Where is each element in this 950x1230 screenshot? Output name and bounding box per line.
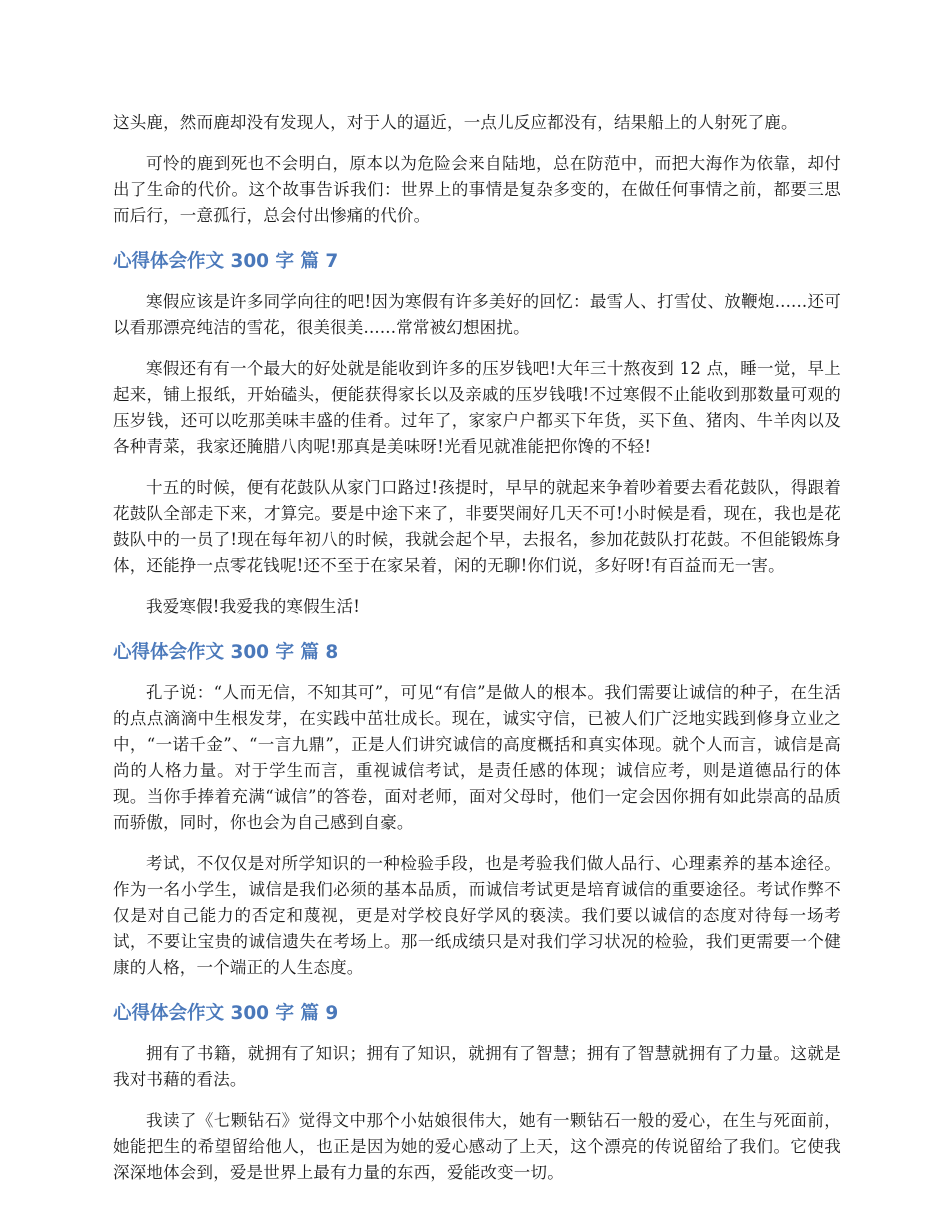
- section-heading-7: 心得体会作文 300 字 篇 7: [113, 251, 339, 272]
- paragraph: 考试，不仅仅是对所学知识的一种检验手段，也是考验我们做人品行、心理素养的基本途径。作为一名小学生，诚信是我们必须的基本品质，而诚信考试更是培育诚信的重要途径。考试作弊不仅是对自己能力的否定和蔑视，更是对学校良好学风的亵渎。我们要以诚信的态度对待每一场考试，不要让宝贵的诚信遗失在考场上。那一纸成绩只是对我们学习状况的检验，我们更需要一个健康的人格，一个端正的人生态度。: [113, 854, 841, 977]
- paragraph: 拥有了书籍，就拥有了知识；拥有了知识，就拥有了智慧；拥有了智慧就拥有了力量。这就是我对书藉的看法。: [113, 1044, 841, 1089]
- document-page: [113, 110, 841, 1201]
- paragraph: 我爱寒假!我爱我的寒假生活!: [146, 597, 361, 616]
- paragraph: 孔子说：“人而无信，不知其可”，可见“有信”是做人的根本。我们需要让诚信的种子，在生活的点点滴滴中生根发芽，在实践中茁壮成长。现在，诚实守信，已被人们广泛地实践到修身立业之中，“一诺千金”、“一言九鼎”，正是人们讲究诚信的高度概括和真实体现。就个人而言，诚信是高尚的人格力量。对于学生而言，重视诚信考试，是责任感的体现；诚信应考，则是道德品行的体现。当你手捧着充满“诚信”的答卷，面对老师，面对父母时，他们一定会因你拥有如此崇高的品质而骄傲，同时，你也会为自己感到自豪。: [113, 683, 841, 832]
- section-heading-9: 心得体会作文 300 字 篇 9: [113, 1003, 339, 1024]
- paragraph: 我读了《七颗钻石》觉得文中那个小姑娘很伟大，她有一颗钻石一般的爱心，在生与死面前，她能把生的希望留给他人，也正是因为她的爱心感动了上天，这个漂亮的传说留给了我们。它使我深深地体会到，爱是世界上最有力量的东西，爱能改变一切。: [113, 1111, 841, 1182]
- paragraph: 可怜的鹿到死也不会明白，原本以为危险会来自陆地，总在防范中，而把大海作为依靠，却付出了生命的代价。这个故事告诉我们：世界上的事情是复杂多变的，在做任何事情之前，都要三思而后行，一意孤行，总会付出惨痛的代价。: [113, 154, 841, 225]
- paragraph: 寒假应该是许多同学向往的吧!因为寒假有许多美好的回忆：最雪人、打雪仗、放鞭炮......还可以看那漂亮纯洁的雪花，很美很美......常常被幻想困扰。: [113, 292, 841, 337]
- paragraph: 十五的时候，便有花鼓队从家门口路过!孩提时，早早的就起来争着吵着要去看花鼓队，得跟着花鼓队全部走下来，才算完。要是中途下来了，非要哭闹好几天不可!小时候是看，现在，我也是花鼓队中的一员了!现在每年初八的时候，我就会起个早，去报名，参加花鼓队打花鼓。不但能锻炼身体，还能挣一点零花钱呢!还不至于在家呆着，闲的无聊!你们说，多好呀!有百益而无一害。: [113, 478, 841, 575]
- section-heading-8: 心得体会作文 300 字 篇 8: [113, 642, 339, 663]
- paragraph: 这头鹿，然而鹿却没有发现人，对于人的逼近，一点儿反应都没有，结果船上的人射死了鹿。: [113, 113, 798, 132]
- paragraph: 寒假还有有一个最大的好处就是能收到许多的压岁钱吧!大年三十熬夜到 12 点，睡一觉，早上起来，铺上报纸，开始磕头，便能获得家长以及亲戚的压岁钱哦!不过寒假不止能收到那数量可观的压岁钱，还可以吃那美味丰盛的佳肴。过年了，家家户户都买下年货，买下鱼、猪肉、牛羊肉以及各种青菜，我家还腌腊八肉呢!那真是美味呀!光看见就准能把你馋的不轻!: [113, 359, 841, 456]
